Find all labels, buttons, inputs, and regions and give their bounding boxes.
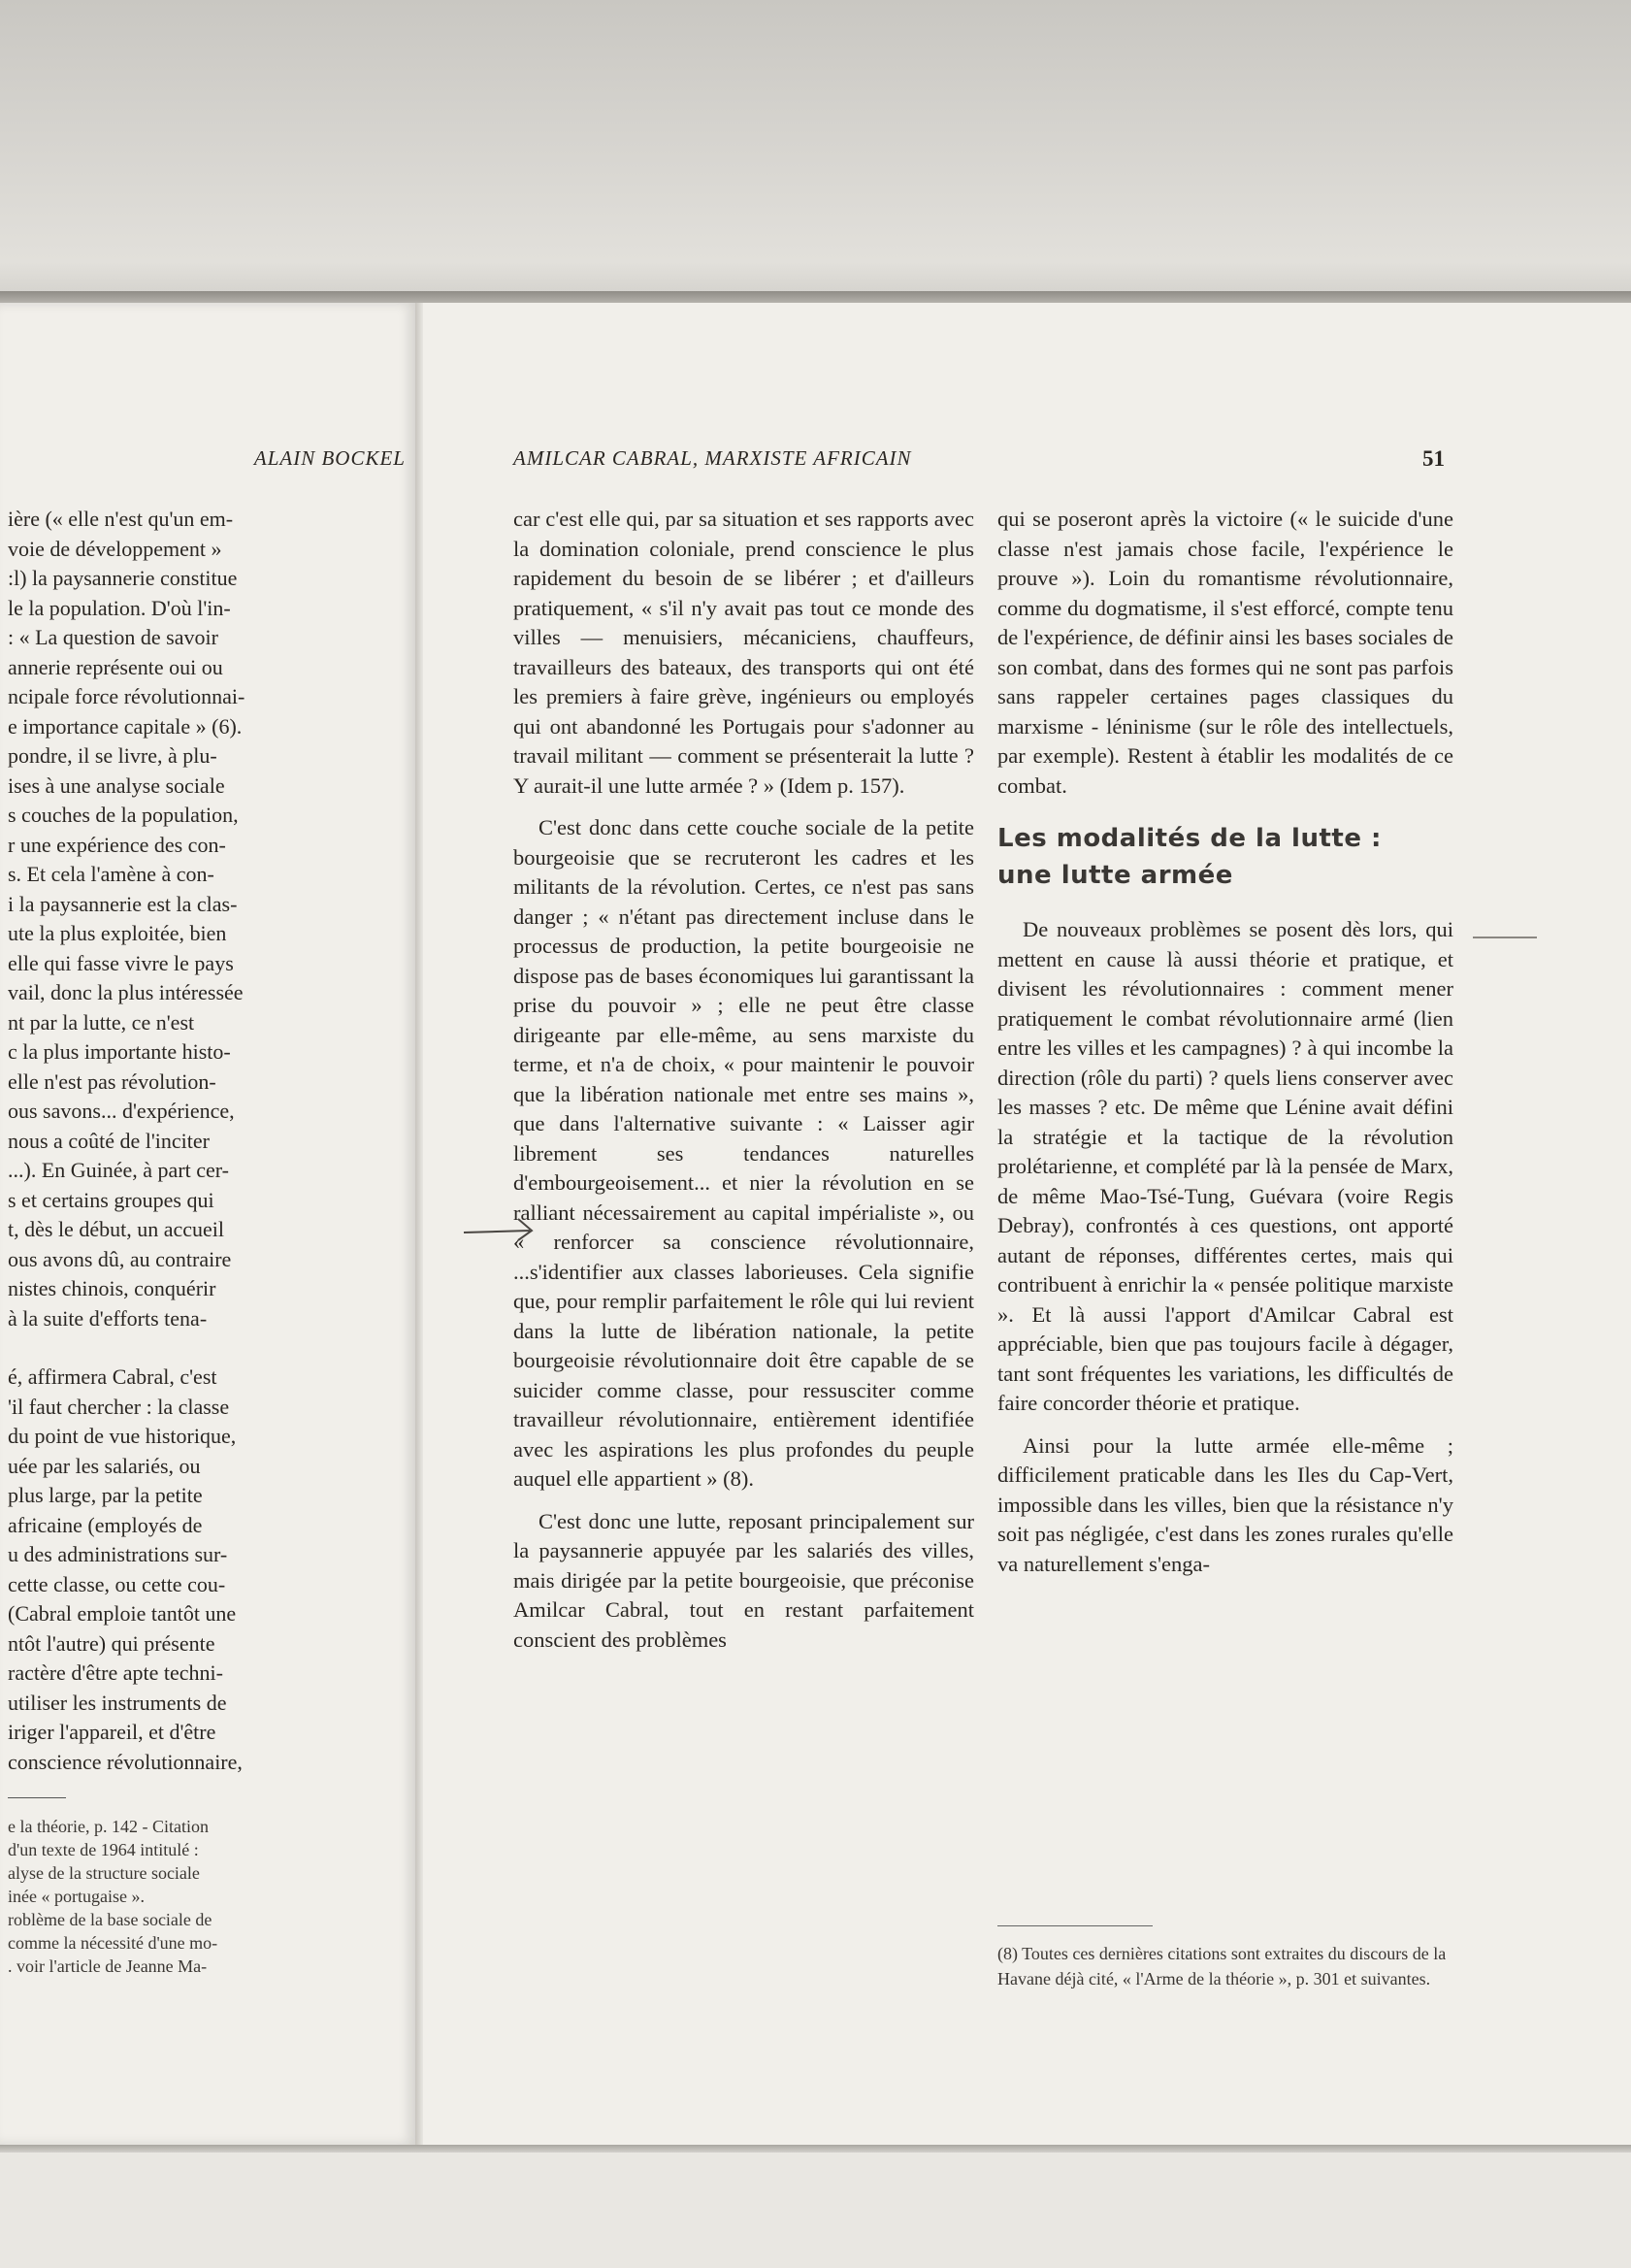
left-column-line: elle qui fasse vivre le pays [8, 950, 234, 975]
left-footnote-line: comme la nécessité d'une mo- [8, 1933, 218, 1953]
right-column-2 [997, 505, 1453, 1592]
scan-top-margin [0, 0, 1631, 309]
left-column-line: : « La question de savoir [8, 625, 218, 649]
left-column-line: ute la plus exploitée, bien [8, 921, 227, 945]
left-column-line: plus large, par la petite [8, 1483, 203, 1507]
left-column-line: conscience révolutionnaire, [8, 1749, 243, 1774]
left-column-line: utiliser les instruments de [8, 1690, 227, 1715]
left-column-line: nistes chinois, conquérir [8, 1276, 216, 1300]
left-column-line: e importance capitale » (6). [8, 713, 243, 739]
left-column-line: ntôt l'autre) qui présente [8, 1630, 215, 1656]
left-column-line: ous avons dû, au contraire [8, 1246, 232, 1271]
col2-paragraph-1: qui se poseront après la victoire (« le suicide d'une classe n'est jamais chose facile, l'expérience le prouve »). Loin du romantisme révolutionnaire, comme du dogmatisme, il s'est efforcé, compte tenu de l'expérience, de définir ainsi les bases sociales de son combat, dans des formes qui ne sont pas parfois sans rappeler certaines pages classiques du marxisme - léninisme (sur le rôle des intellectuels, par exemple). Restent à établir les modalités de ce combat. [997, 507, 1453, 798]
col2-paragraph-3: Ainsi pour la lutte armée elle-même ; difficilement praticable dans les Iles du Cap-Vert, impossible dans les villes, bien que la résistance n'y soit pas négligée, c'est dans les zones rurales qu'elle va naturellement s'enga- [997, 1432, 1453, 1576]
pencil-mark-icon [1471, 932, 1539, 943]
right-footnote-rule [997, 1925, 1153, 1926]
left-column-line: vail, donc la plus intéressée [8, 980, 244, 1004]
col2-paragraph-2: De nouveaux problèmes se posent dès lors, qui mettent en cause là aussi théorie et pratique, et divisent les révolutionnaires : comment mener pratiquement le combat révolutionnaire armé (lien entre les villes et les campagnes) ? à qui incombe la direction (rôle du parti) ? quels liens conserver avec les masses ? etc. De même que Lénine avait défini la stratégie et la tactique de la révolution prolétarienne, et complété par là la pensée de Marx, de même Mao-Tsé-Tung, Guévara (voire Regis Debray), confrontés à ces questions, ont apporté autant de réponses, différentes certes, mais qui contribuent à enrichir la « pensée politique marxiste ». Et là aussi l'apport d'Amilcar Cabral est appréciable, bien que pas toujours facile à dégager, tant sont fréquentes les variations, les difficultés de faire concorder théorie et pratique. [997, 917, 1453, 1415]
left-column-line: c la plus importante histo- [8, 1039, 231, 1064]
col1-paragraph-3: C'est donc une lutte, reposant principalement sur la paysannerie appuyée par les salariés des villes, mais dirigée par la petite bourgeoisie, que préconise Amilcar Cabral, tout en restant parfaitement conscient des problèmes [513, 1508, 974, 1652]
left-column-line: ous savons... d'expérience, [8, 1099, 235, 1123]
right-running-header: AMILCAR CABRAL, MARXISTE AFRICAIN [513, 446, 912, 470]
left-column-line: s couches de la population, [8, 803, 239, 827]
left-footnote-line: alyse de la structure sociale [8, 1863, 200, 1883]
left-column-line: ises à une analyse sociale [8, 772, 225, 798]
section-heading [997, 820, 1453, 894]
left-column-line: (Cabral emploie tantôt une [8, 1601, 237, 1626]
left-column-line: du point de vue historique, [8, 1424, 237, 1448]
left-paragraph-2 [8, 1363, 328, 1777]
left-footnote-rule [8, 1797, 66, 1798]
left-footnotes [8, 1815, 328, 1978]
left-column-line: voie de développement » [8, 536, 222, 561]
page-bottom-edge [0, 2145, 1631, 2153]
section-heading-line-1: Les modalités de la lutte : [997, 824, 1382, 853]
left-column-line: ractère d'être apte techni- [8, 1660, 223, 1685]
left-footnote-line: . voir l'article de Jeanne Ma- [8, 1956, 208, 1976]
handwritten-arrow-icon [462, 1213, 559, 1242]
left-column-line: cette classe, ou cette cou- [8, 1571, 226, 1596]
left-column-line: annerie représente oui ou [8, 654, 223, 679]
left-column-line: 'il faut chercher : la classe [8, 1394, 230, 1419]
left-footnote-line: d'un texte de 1964 intitulé : [8, 1840, 199, 1859]
left-column-line: elle n'est pas révolution- [8, 1068, 216, 1094]
left-footnote-line: e la théorie, p. 142 - Citation [8, 1817, 209, 1836]
page-top-edge [0, 291, 1631, 303]
right-column-1 [513, 505, 974, 1667]
left-column-line: i la paysannerie est la clas- [8, 891, 238, 916]
left-column-line: ière (« elle n'est qu'un em- [8, 507, 234, 531]
left-text-column [8, 505, 328, 1806]
left-column-line: r une expérience des con- [8, 832, 226, 857]
col1-paragraph-1: car c'est elle qui, par sa situation et ses rapports avec la domination coloniale, prend conscience le plus rapidement du besoin de se libérer ; et d'ailleurs pratiquement, « s'il n'y avait pas tout ce monde des villes — menuisiers, mécaniciens, chauffeurs, travailleurs des bateaux, des transports qui ont été les premiers à faire grève, ingénieurs ou employés qui ont abandonné les Portugais pour s'adonner au travail militant — comment se présenterait la lutte ? Y aurait-il une lutte armée ? » (Idem p. 157). [513, 507, 974, 798]
left-column-line: iriger l'appareil, et d'être [8, 1720, 216, 1744]
left-column-line: :l) la paysannerie constitue [8, 566, 238, 590]
left-footnote-line: roblème de la base sociale de [8, 1910, 212, 1929]
left-page [0, 303, 417, 2145]
left-column-line: ncipale force révolutionnai- [8, 684, 245, 708]
right-footnote: (8) Toutes ces dernières citations sont extraites du discours de la Havane déjà cité, « l'Arme de la théorie », p. 301 et suivantes. [997, 1944, 1447, 1989]
col1-paragraph-2: C'est donc dans cette couche sociale de la petite bourgeoisie que se recruteront les cadres et les militants de la révolution. Certes, ce n'est pas sans danger ; « n'étant pas directement incluse dans le processus de production, la petite bourgeoisie ne dispose pas de bases économiques lui garantissant la prise du pouvoir » ; elle ne peut être classe dirigeante par elle-même, au sens marxiste du terme, et n'a de choix, « pour maintenir le pouvoir que la libération nationale met entre ses mains », que dans l'alternative suivante : « Laisser agir librement ses tendances naturelles d'embourgeoisement... et nier la révolution en se ralliant nécessairement au capital impérialiste », ou « renforcer sa conscience révolutionnaire, ...s'identifier aux classes laborieuses. Cela signifie que, pour remplir parfaitement le rôle qui lui revient dans la lutte de libération nationale, la petite bourgeoisie révolutionnaire doit être capable de se suicider comme classe, pour ressusciter comme travailleur révolutionnaire, entièrement identifiée avec les aspirations les plus profondes du peuple auquel elle appartient » (8). [513, 815, 974, 1491]
left-footnote-line: inée « portugaise ». [8, 1887, 145, 1906]
section-heading-line-2: une lutte armée [997, 861, 1233, 890]
left-running-header: ALAIN BOCKEL [253, 446, 406, 470]
left-column-line: uée par les salariés, ou [8, 1453, 201, 1478]
left-column-line: t, dès le début, un accueil [8, 1217, 224, 1241]
left-column-line: ...). En Guinée, à part cer- [8, 1158, 230, 1182]
left-column-line: pondre, il se livre, à plu- [8, 743, 217, 768]
left-column-line: s. Et cela l'amène à con- [8, 862, 214, 886]
left-column-line: africaine (employés de [8, 1512, 203, 1537]
page-number: 51 [1422, 446, 1445, 471]
left-column-line: le la population. D'où l'in- [8, 595, 231, 620]
right-page [423, 303, 1631, 2145]
book-gutter [415, 303, 423, 2145]
left-column-line: nous a coûté de l'inciter [8, 1128, 211, 1153]
left-column-line: nt par la lutte, ce n'est [8, 1009, 195, 1035]
left-paragraph-1 [8, 505, 328, 1333]
left-column-line: é, affirmera Cabral, c'est [8, 1364, 217, 1389]
left-column-line: à la suite d'efforts tena- [8, 1305, 208, 1331]
left-column-line: u des administrations sur- [8, 1542, 228, 1566]
left-column-line: s et certains groupes qui [8, 1187, 214, 1212]
